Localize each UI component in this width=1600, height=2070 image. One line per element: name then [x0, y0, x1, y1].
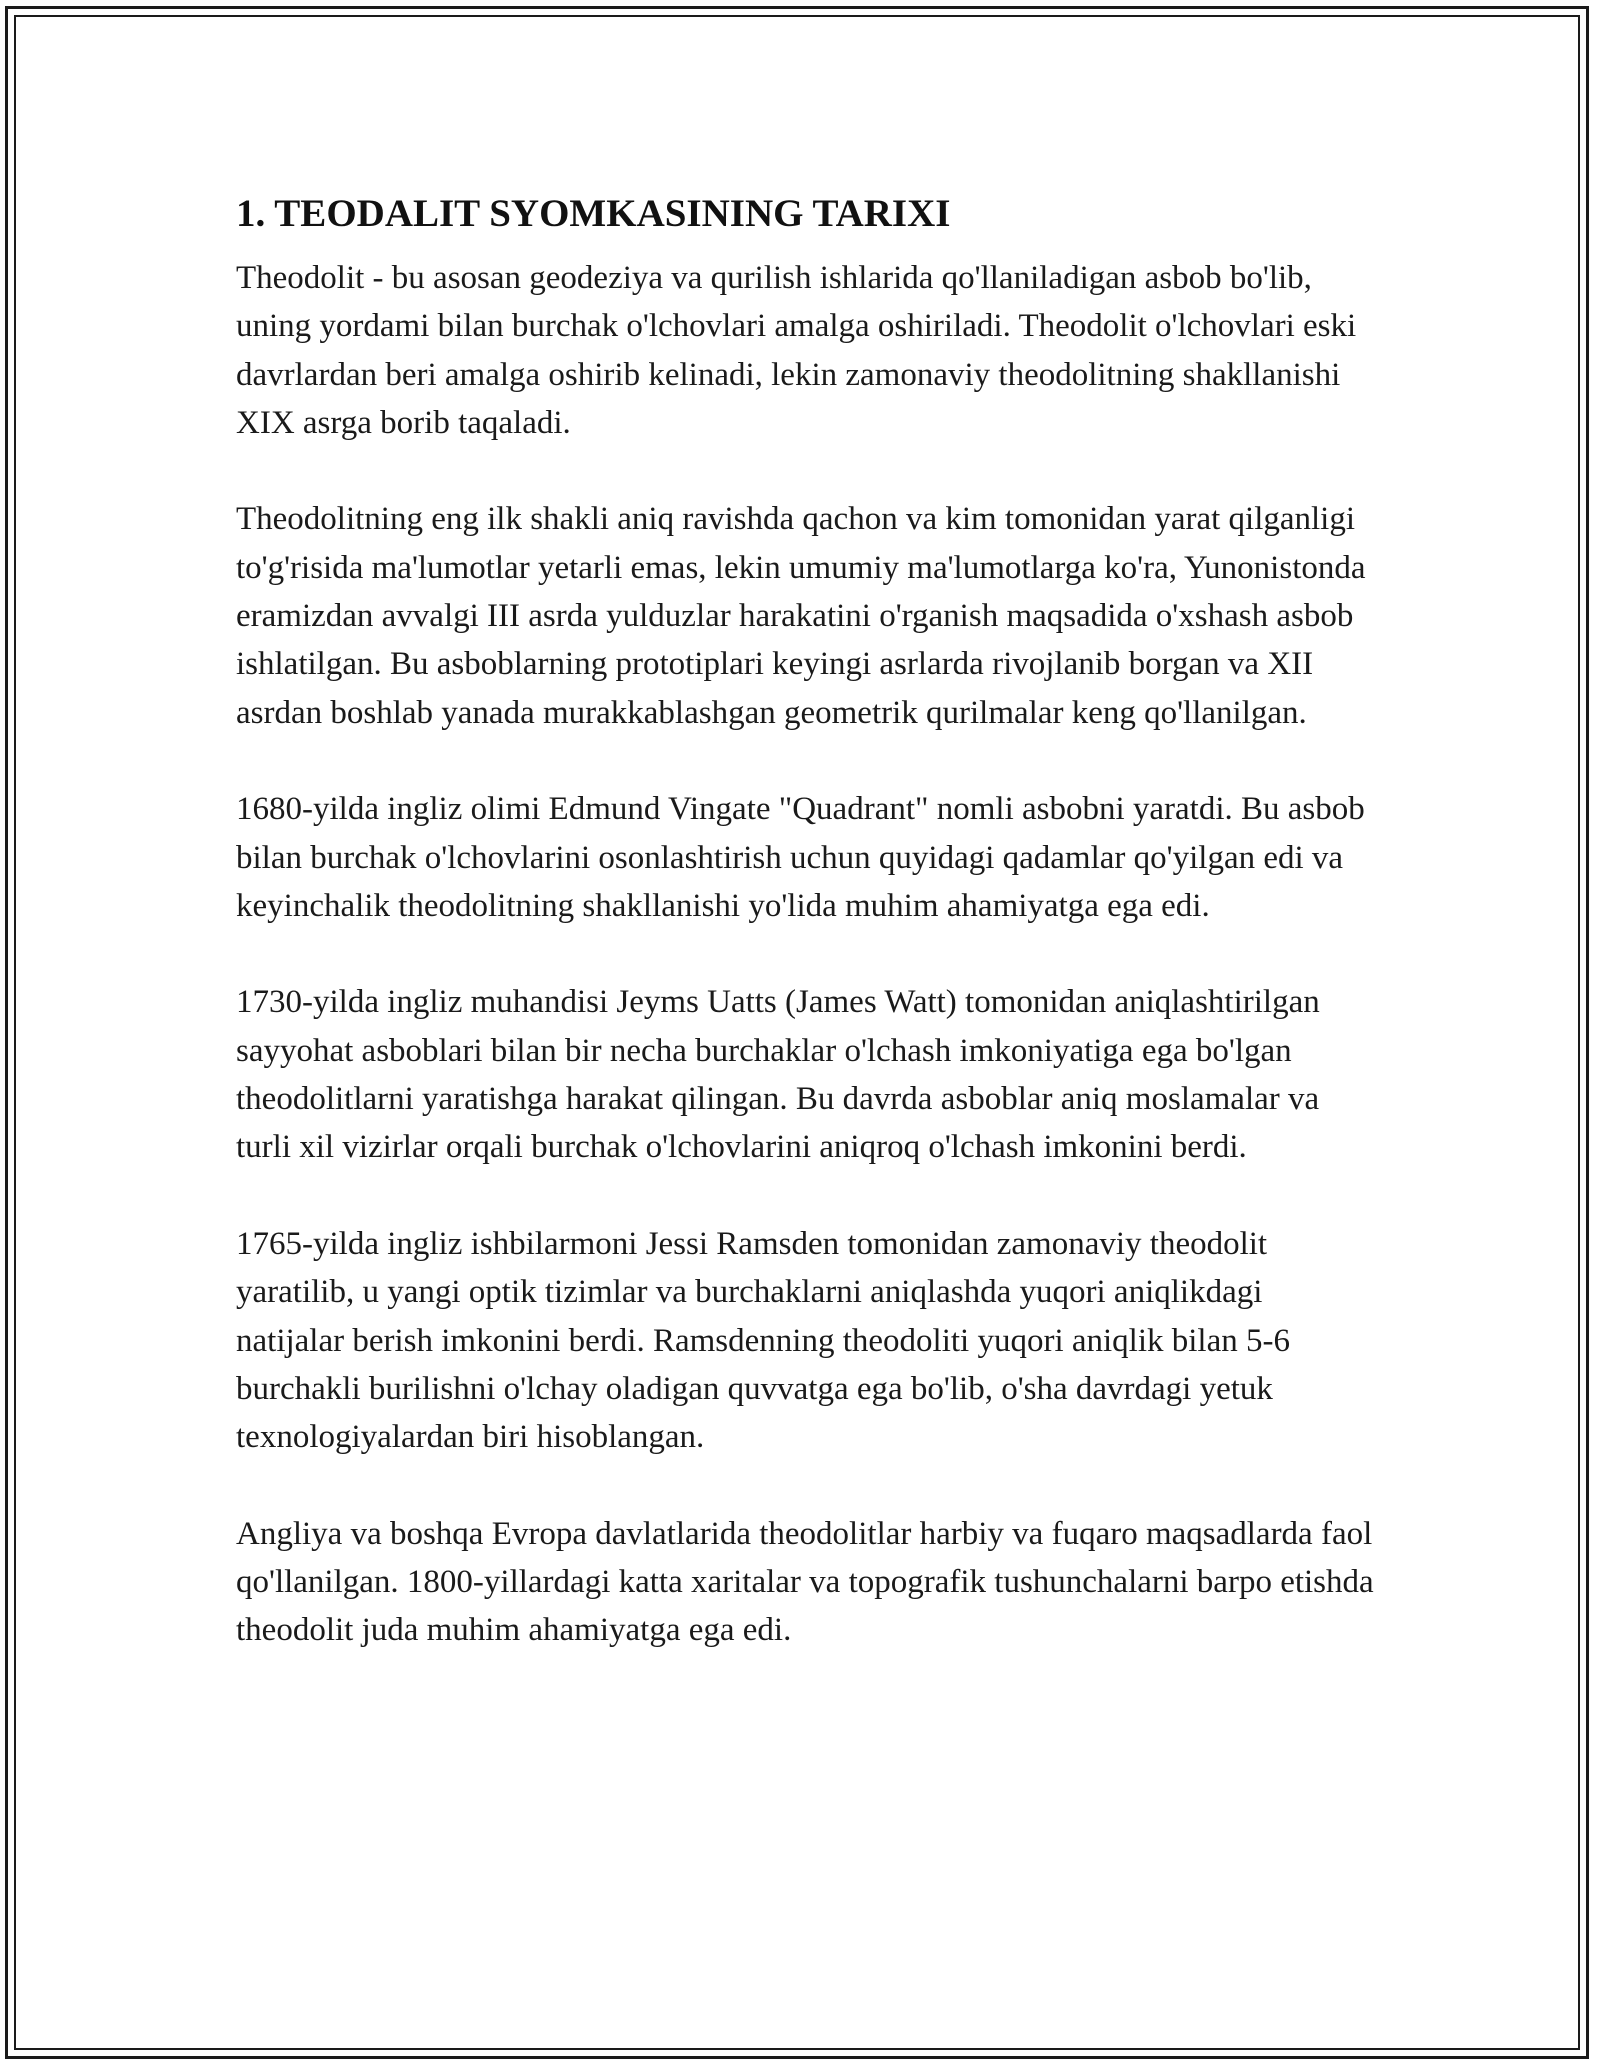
paragraph-intro: Theodolit - bu asosan geodeziya va qurilish ishlarida qo'llaniladigan asbob bo'lib, uning yordami bilan burchak o'lchovlari amalga oshiriladi. Theodolit o'lchovlari eski davrlardan beri amalga oshirib kelinadi, lekin zamonaviy theodolitning shakllanishi XIX asrga borib taqaladi. — [236, 260, 1357, 441]
paragraph-europe: Angliya va boshqa Evropa davlatlarida theodolitlar harbiy va fuqaro maqsadlarda faol qo'llanilgan. 1800-yillardagi katta xaritalar va topografik tushunchalarni barpo etishda theodolit juda muhim ahamiyatga ega edi. — [236, 1515, 1374, 1649]
document-body — [236, 186, 1376, 1655]
paragraph-1680: 1680-yilda ingliz olimi Edmund Vingate "Quadrant" nomli asbobni yaratdi. Bu asbob bilan burchak o'lchovlarini osonlashtirish uchun quyidagi qadamlar qo'yilgan edi va keyinchalik theodolitning shakllanishi yo'lida muhim ahamiyatga ega edi. — [236, 791, 1365, 924]
section-title: 1. TEODALIT SYOMKASINING TARIXI — [236, 192, 951, 235]
paragraph-origins: Theodolitning eng ilk shakli aniq ravishda qachon va kim tomonidan yarat qilganligi to'g'risida ma'lumotlar yetarli emas, lekin umumiy ma'lumotlarga ko'ra, Yunonistonda eramizdan avvalgi III asrda yulduzlar harakatini o'rganish maqsadida o'xshash asbob ishlatilgan. Bu asboblarning prototiplari keyingi asrlarda rivojlanib borgan va XII asrdan boshlab yanada murakkablashgan geometrik qurilmalar keng qo'llanilgan. — [236, 501, 1366, 731]
paragraph-1765: 1765-yilda ingliz ishbilarmoni Jessi Ramsden tomonidan zamonaviy theodolit yaratilib, u yangi optik tizimlar va burchaklarni aniqlashda yuqori aniqlikdagi natijalar berish imkonini berdi. Ramsdenning theodoliti yuqori aniqlik bilan 5-6 burchakli burilishni o'lchay oladigan quvvatga ega bo'lib, o'sha davrdagi yetuk texnologiyalardan biri hisoblangan. — [236, 1225, 1290, 1456]
paragraph-1730: 1730-yilda ingliz muhandisi Jeyms Uatts (James Watt) tomonidan aniqlashtirilgan sayyohat asboblari bilan bir necha burchaklar o'lchash imkoniyatiga ega bo'lgan theodolitlarni yaratishga harakat qilingan. Bu davrda asboblar aniq moslamalar va turli xil vizirlar orqali burchak o'lchovlarini aniqroq o'lchash imkonini berdi. — [236, 984, 1320, 1166]
